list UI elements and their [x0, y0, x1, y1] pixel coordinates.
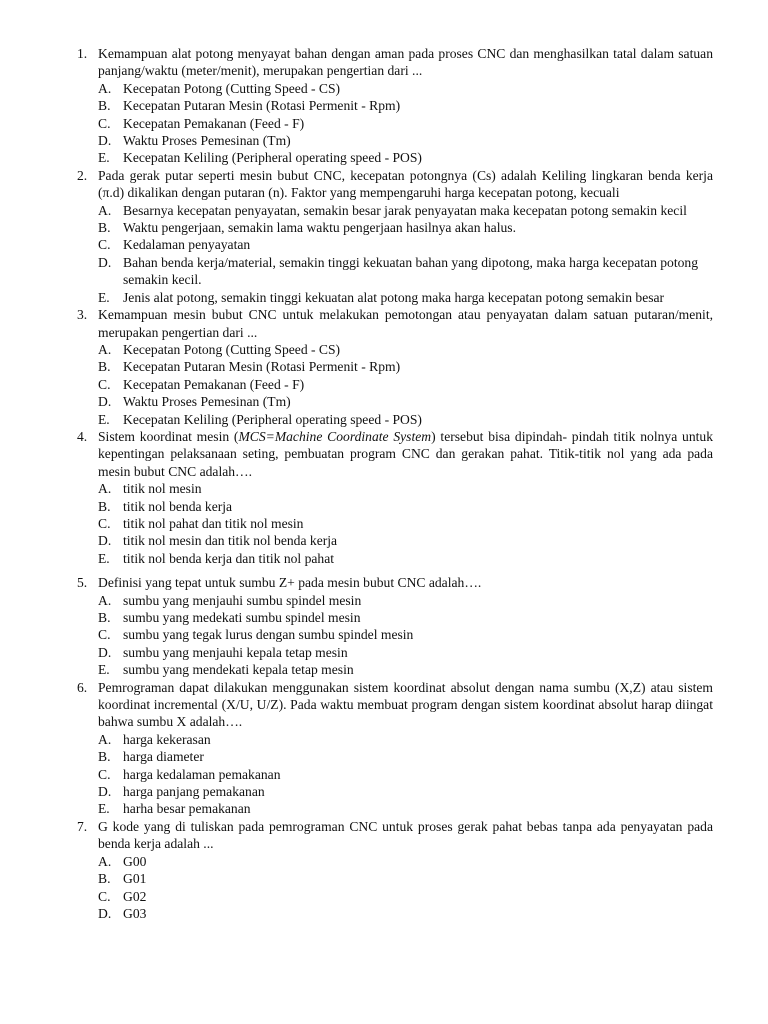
option-text: titik nol mesin — [123, 481, 202, 497]
question-text: Pada gerak putar seperti mesin bubut CNC, kecepatan potongnya (Cs) adalah Keliling lingkaran benda kerja (π.d) dikalikan dengan putaran (n). Faktor yang mempengaruhi harga kecepatan potong, kecuali — [98, 167, 713, 201]
question-number: 5. — [77, 575, 88, 591]
option-item — [98, 766, 713, 783]
option-letter: A. — [98, 341, 112, 357]
option-text: Besarnya kecepatan penyayatan, semakin besar jarak penyayatan maka kecepatan potong semakin kecil — [123, 202, 687, 218]
option-item — [98, 80, 713, 97]
option-letter: B. — [98, 871, 111, 887]
option-text: Kedalaman penyayatan — [123, 237, 251, 253]
option-item — [98, 783, 713, 800]
option-item — [98, 592, 713, 609]
option-letter: D. — [98, 784, 112, 800]
option-item — [98, 748, 713, 765]
option-list — [98, 80, 713, 167]
option-text: Kecepatan Pemakanan (Feed - F) — [123, 376, 305, 392]
question-text: G kode yang di tuliskan pada pemrograman CNC untuk proses gerak pahat bebas tanpa ada penyayatan pada benda kerja adalah ... — [98, 818, 713, 852]
option-letter: A. — [98, 853, 112, 869]
option-item — [98, 341, 713, 358]
option-text: harga kedalaman pemakanan — [123, 766, 281, 782]
question-text: Kemampuan mesin bubut CNC untuk melakukan pemotongan atau penyayatan dalam satuan putaran/menit, merupakan pengertian dari ... — [98, 307, 713, 340]
option-text: Kecepatan Potong (Cutting Speed - CS) — [123, 80, 341, 96]
option-text: harga panjang pemakanan — [123, 784, 265, 800]
option-list — [98, 592, 713, 679]
option-list — [98, 202, 713, 306]
option-list — [98, 731, 713, 818]
option-text: G01 — [123, 871, 147, 887]
option-letter: D. — [98, 394, 112, 410]
option-text: Waktu pengerjaan, semakin lama waktu pengerjaan hasilnya akan halus. — [123, 220, 516, 236]
question-number: 3. — [77, 307, 88, 323]
question-5 — [77, 574, 713, 678]
option-item — [98, 626, 713, 643]
option-text: Kecepatan Keliling (Peripheral operating speed - POS) — [123, 411, 422, 427]
option-item — [98, 498, 713, 515]
question-text: Definisi yang tepat untuk sumbu Z+ pada mesin bubut CNC adalah…. — [98, 575, 482, 591]
option-letter: B. — [98, 610, 111, 625]
option-text: Waktu Proses Pemesinan (Tm) — [123, 133, 291, 149]
option-letter: D. — [98, 533, 112, 549]
option-text: G02 — [123, 888, 147, 904]
option-letter: D. — [98, 254, 112, 270]
option-letter: C. — [98, 766, 111, 782]
option-text: Jenis alat potong, semakin tinggi kekuatan alat potong maka harga kecepatan potong semakin besar — [123, 289, 665, 305]
option-letter: A. — [98, 80, 112, 96]
option-letter: A. — [98, 592, 112, 608]
option-letter: B. — [98, 359, 111, 375]
option-item — [98, 97, 713, 114]
option-item — [98, 376, 713, 393]
option-item — [98, 905, 713, 922]
option-text: sumbu yang tegak lurus dengan sumbu spindel mesin — [123, 627, 414, 643]
option-item — [98, 236, 713, 253]
option-letter: C. — [98, 627, 111, 643]
option-text: Kecepatan Keliling (Peripheral operating speed - POS) — [123, 150, 422, 166]
option-letter: D. — [98, 644, 112, 660]
option-item — [98, 289, 713, 306]
option-text: titik nol mesin dan titik nol benda kerja — [123, 533, 338, 549]
option-letter: A. — [98, 731, 112, 747]
option-letter: E. — [98, 289, 110, 305]
option-letter: C. — [98, 115, 111, 131]
option-item — [98, 411, 713, 428]
option-item — [98, 358, 713, 375]
option-list — [98, 853, 713, 923]
option-item — [98, 149, 713, 166]
option-text: Waktu Proses Pemesinan (Tm) — [123, 394, 291, 410]
option-text: sumbu yang mendekati kepala tetap mesin — [123, 662, 354, 678]
option-list — [98, 480, 713, 567]
question-number: 1. — [77, 46, 88, 61]
option-text: titik nol pahat dan titik nol mesin — [123, 515, 304, 531]
option-item — [98, 393, 713, 410]
question-text: Pemrograman dapat dilakukan menggunakan sistem koordinat absolut dengan nama sumbu (X,Z) atau sistem koordinat incremental (X/U, U/Z). Pada waktu membuat program dengan sistem koordinat absolut harap diingat bahwa sumbu X adalah…. — [98, 679, 713, 730]
question-number: 4. — [77, 428, 88, 444]
option-letter: E. — [98, 662, 110, 678]
option-text: Bahan benda kerja/material, semakin tinggi kekuatan bahan yang dipotong, maka harga kecepatan potong semakin kecil. — [123, 254, 699, 288]
option-letter: B. — [98, 498, 111, 514]
option-list — [98, 341, 713, 428]
option-text: titik nol benda kerja dan titik nol pahat — [123, 550, 335, 566]
option-letter: D. — [98, 133, 112, 149]
option-text: G00 — [123, 853, 147, 869]
option-letter: B. — [98, 220, 111, 236]
option-item — [98, 661, 713, 678]
option-text: sumbu yang menjauhi sumbu spindel mesin — [123, 592, 362, 608]
option-text: Kecepatan Pemakanan (Feed - F) — [123, 115, 305, 131]
question-6 — [77, 679, 713, 818]
option-text: harga diameter — [123, 749, 204, 765]
option-letter: C. — [98, 515, 111, 531]
question-number: 6. — [77, 679, 88, 695]
option-item — [98, 800, 713, 817]
option-item — [98, 853, 713, 870]
option-item — [98, 254, 713, 289]
option-item — [98, 644, 713, 661]
option-item — [98, 132, 713, 149]
option-letter: C. — [98, 376, 111, 392]
option-letter: E. — [98, 801, 110, 817]
question-text: Kemampuan alat potong menyayat bahan dengan aman pada proses CNC dan menghasilkan tatal dalam satuan panjang/waktu (meter/menit), merupakan pengertian dari ... — [98, 46, 713, 79]
option-letter: C. — [98, 237, 111, 253]
option-text: sumbu yang medekati sumbu spindel mesin — [123, 610, 361, 625]
question-number: 2. — [77, 167, 88, 183]
option-letter: D. — [98, 905, 112, 921]
question-2 — [77, 167, 713, 306]
option-item — [98, 532, 713, 549]
option-text: G03 — [123, 905, 147, 921]
option-letter: E. — [98, 150, 110, 166]
option-item — [98, 870, 713, 887]
question-3 — [77, 306, 713, 428]
question-text-part: Sistem koordinat mesin ( — [98, 428, 239, 444]
question-1 — [77, 45, 713, 167]
option-item — [98, 202, 713, 219]
option-text: harga kekerasan — [123, 731, 211, 747]
option-letter: B. — [98, 98, 111, 114]
option-text: harha besar pemakanan — [123, 801, 251, 817]
question-text-italic: MCS=Machine Coordinate System — [238, 428, 432, 444]
question-7 — [77, 818, 713, 922]
option-letter: E. — [98, 550, 110, 566]
option-item — [98, 609, 713, 626]
question-number: 7. — [77, 818, 88, 834]
option-text: Kecepatan Putaran Mesin (Rotasi Permenit - Rpm) — [123, 98, 401, 114]
question-text — [98, 428, 713, 480]
option-letter: C. — [98, 888, 111, 904]
option-letter: A. — [98, 202, 112, 218]
option-item — [98, 731, 713, 748]
option-letter: A. — [98, 481, 112, 497]
option-item — [98, 219, 713, 236]
option-text: titik nol benda kerja — [123, 498, 233, 514]
option-item — [98, 550, 713, 567]
option-text: sumbu yang menjauhi kepala tetap mesin — [123, 644, 348, 660]
option-letter: E. — [98, 411, 110, 427]
option-letter: B. — [98, 749, 111, 765]
question-4 — [77, 428, 713, 567]
option-text: Kecepatan Putaran Mesin (Rotasi Permenit - Rpm) — [123, 359, 401, 375]
option-item — [98, 515, 713, 532]
option-item — [98, 888, 713, 905]
option-item — [98, 480, 713, 497]
question-text-part: ) tersebut bisa dipindah- pindah titik nolnya untuk kepentingan pelaksanaan seting, pembuatan program CNC dan gerakan pahat. Titik-titik nol yang ada pada mesin bubut CNC adalah…. — [98, 428, 713, 479]
option-item — [98, 115, 713, 132]
option-text: Kecepatan Potong (Cutting Speed - CS) — [123, 341, 341, 357]
